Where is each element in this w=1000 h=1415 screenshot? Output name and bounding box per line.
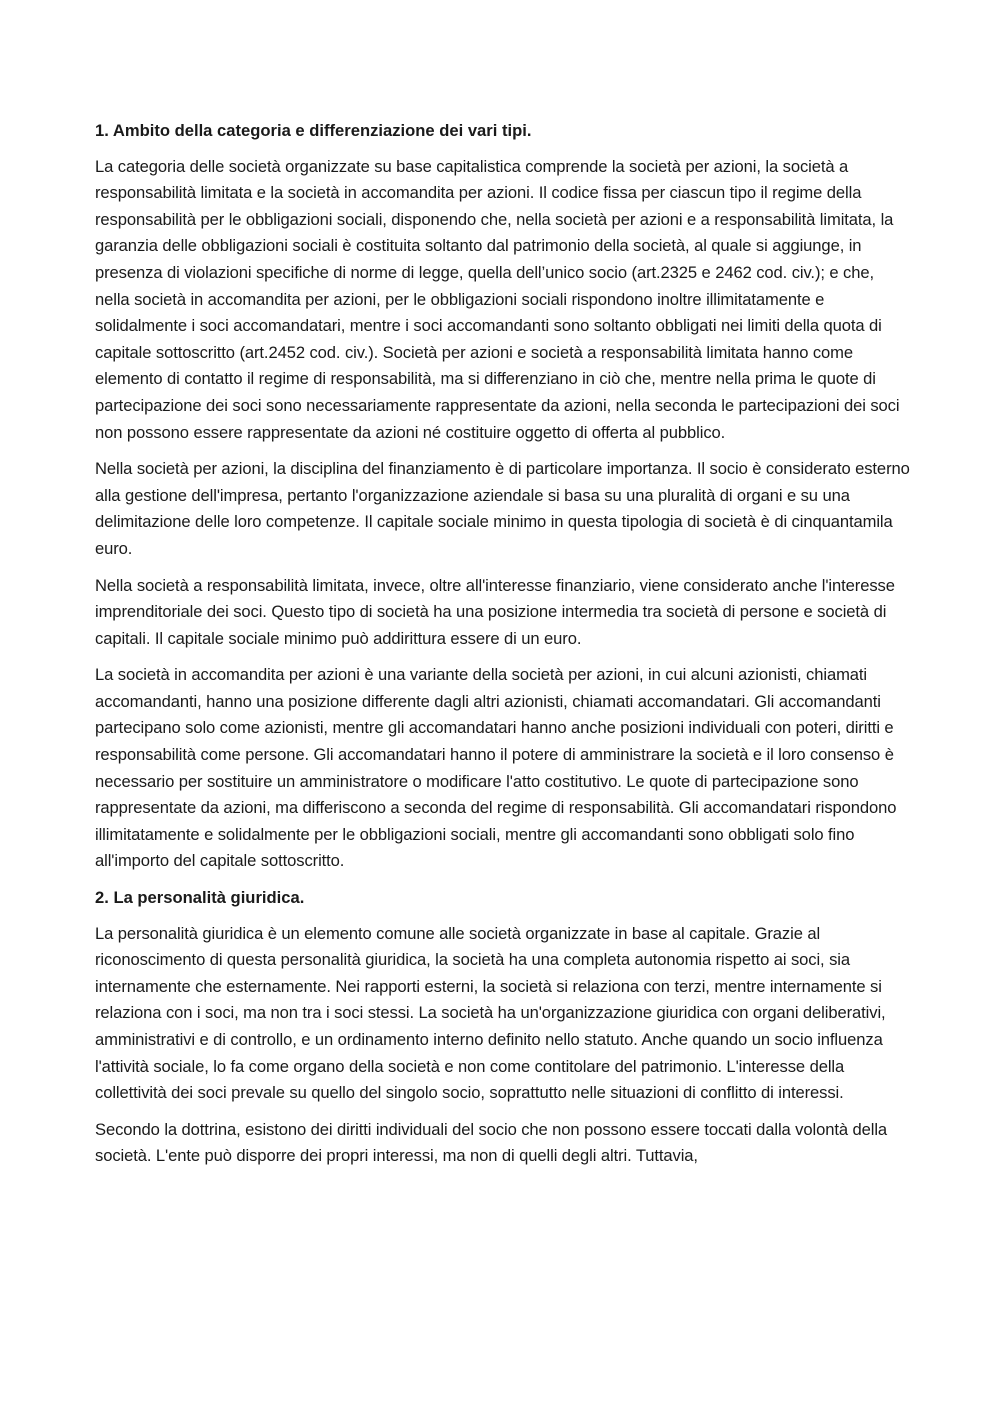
document-page <box>95 118 910 1180</box>
paragraph: La personalità giuridica è un elemento comune alle società organizzate in base al capitale. Grazie al riconoscimento di questa personalità giuridica, la società ha una completa autonomia rispetto ai soci, sia internamente che esternamente. Nei rapporti esterni, la società si relaziona con terzi, mentre internamente si relaziona con i soci, ma non tra i soci stessi. La società ha un'organizzazione giuridica con organi deliberativi, amministrativi e di controllo, e un ordinamento interno definito nello statuto. Anche quando un socio influenza l'attività sociale, lo fa come organo della società e non come contitolare del patrimonio. L'interesse della collettività dei soci prevale su quello del singolo socio, soprattutto nelle situazioni di conflitto di interessi. <box>95 923 886 1103</box>
paragraph: La società in accomandita per azioni è una variante della società per azioni, in cui alcuni azionisti, chiamati accomandanti, hanno una posizione differente dagli altri azionisti, chiamati accomandatari. Gli accomandanti partecipano solo come azionisti, mentre gli accomandatari hanno anche posizioni individuali con poteri, diritti e responsabilità come persone. Gli accomandatari hanno il potere di amministrare la società e il loro consenso è necessario per sostituire un amministratore o modificare l'atto costitutivo. Le quote di partecipazione sono rappresentate da azioni, ma differiscono a seconda del regime di responsabilità. Gli accomandatari rispondono illimitatamente e solidalmente per le obbligazioni sociali, mentre gli accomandanti sono obbligati solo fino all'importo del capitale sottoscritto. <box>95 665 897 871</box>
section-heading: 1. Ambito della categoria e differenziazione dei vari tipi. <box>95 121 532 140</box>
paragraph: La categoria delle società organizzate su base capitalistica comprende la società per azioni, la società a responsabilità limitata e la società in accomandita per azioni. Il codice fissa per ciascun tipo il regime della responsabilità per le obbligazioni sociali, disponendo che, nella società per azioni e a responsabilità limitata, la garanzia delle obbligazioni sociali è costituita soltanto dal patrimonio della società, al quale si aggiunge, in presenza di violazioni specifiche di norme di legge, quella dell’unico socio (art.2325 e 2462 cod. civ.); e che, nella società in accomandita per azioni, per le obbligazioni sociali rispondono inoltre illimitatamente e solidalmente i soci accomandatari, mentre i soci accomandanti sono soltanto obbligati nei limiti della quota di capitale sottoscritto (art.2452 cod. civ.). Società per azioni e società a responsabilità limitata hanno come elemento di contatto il regime di responsabilità, ma si differenziano in ciò che, mentre nella prima le quote di partecipazione dei soci sono necessariamente rappresentate da azioni, nella seconda le partecipazioni dei soci non possono essere rappresentate da azioni né costituire oggetto di offerta al pubblico. <box>95 156 900 442</box>
paragraph: Secondo la dottrina, esistono dei diritti individuali del socio che non possono essere toccati dalla volontà della società. L'ente può disporre dei propri interessi, ma non di quelli degli altri. Tuttavia, <box>95 1119 888 1166</box>
paragraph: Nella società a responsabilità limitata, invece, oltre all'interesse finanziario, viene considerato anche l'interesse imprenditoriale dei soci. Questo tipo di società ha una posizione intermedia tra società di persone e società di capitali. Il capitale sociale minimo può addirittura essere di un euro. <box>95 575 895 648</box>
section-heading: 2. La personalità giuridica. <box>95 888 305 908</box>
paragraph: Nella società per azioni, la disciplina del finanziamento è di particolare importanza. Il socio è considerato esterno alla gestione dell'impresa, pertanto l'organizzazione aziendale si basa su una pluralità di organi e su una delimitazione delle loro competenze. Il capitale sociale minimo in questa tipologia di società è di cinquantamila euro. <box>95 459 910 558</box>
section-2 <box>95 885 910 1170</box>
section-1 <box>95 118 910 875</box>
